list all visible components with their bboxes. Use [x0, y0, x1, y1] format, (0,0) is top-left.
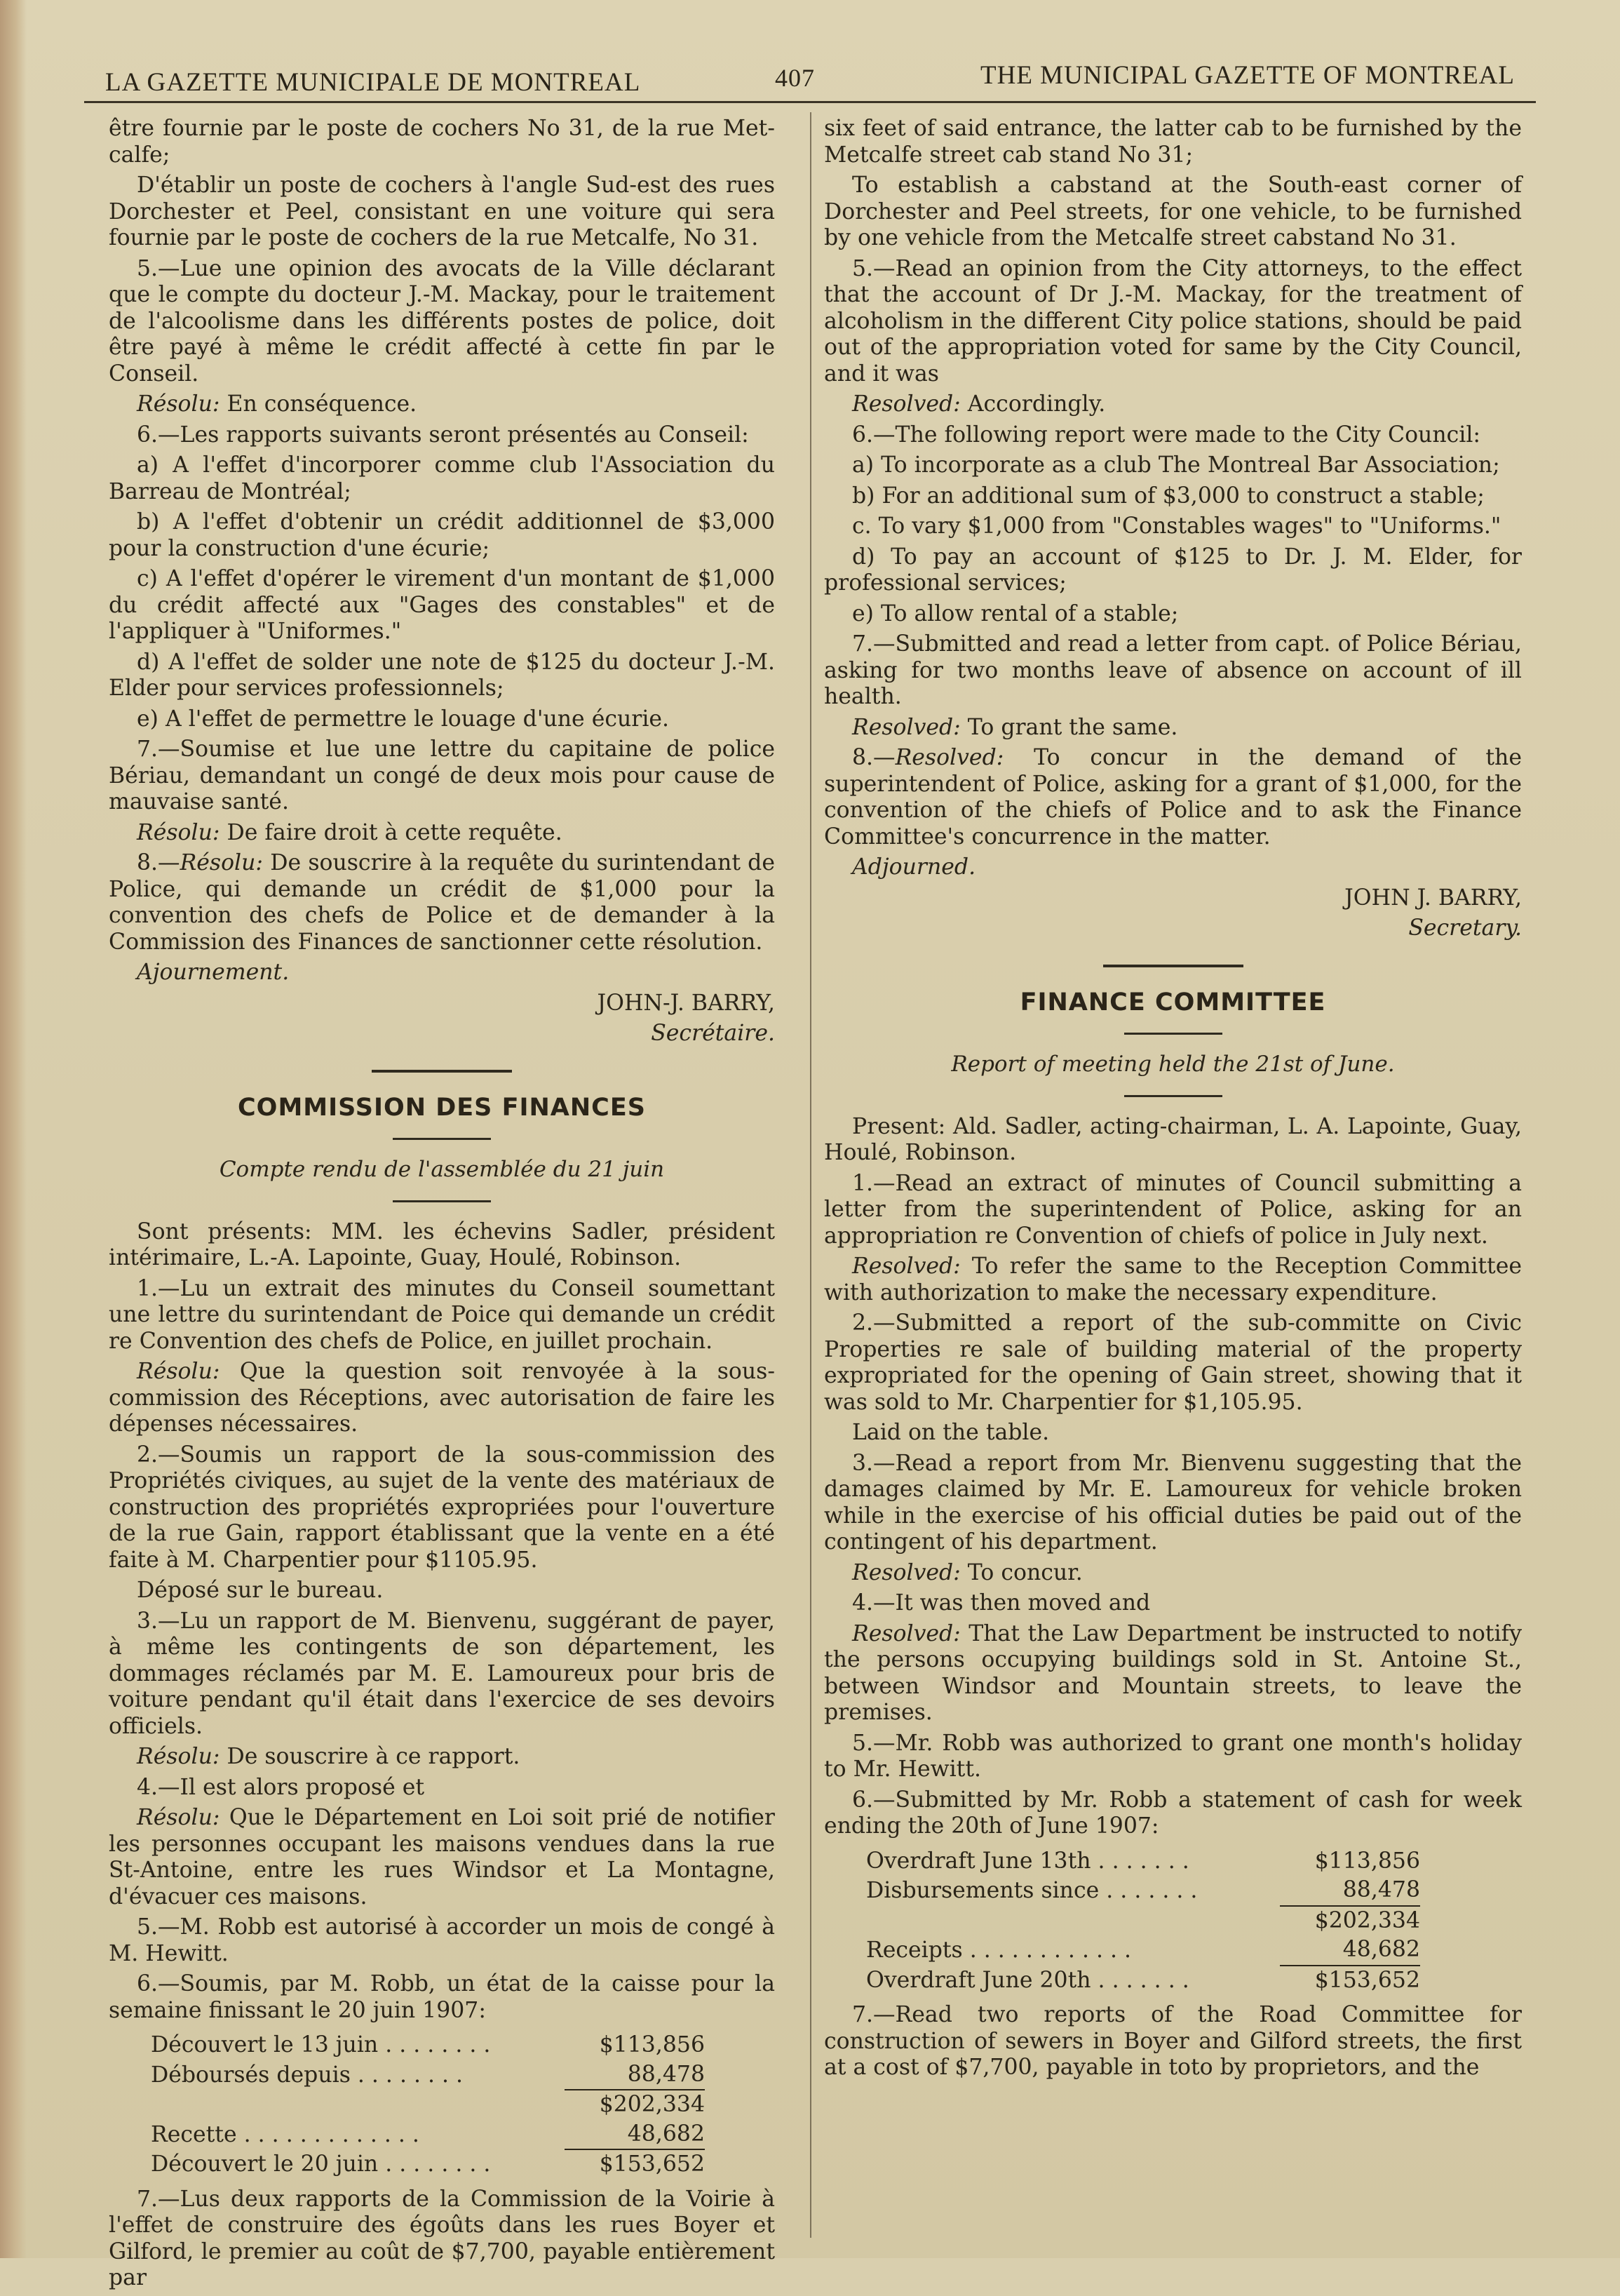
list-item: c. To vary $1,000 from "Constables wages" to "Uniforms." — [852, 513, 1501, 539]
table-row — [866, 1847, 1420, 1877]
resolution-label: Resolved: — [895, 745, 1004, 770]
resolution-text: De souscrire à ce rapport. — [220, 1744, 520, 1769]
table-row — [151, 2120, 705, 2150]
resolution-label: Résolu: — [137, 1359, 220, 1384]
resolution-text: To concur. — [960, 1559, 1083, 1585]
resolution-label: Résolu: — [180, 850, 264, 875]
resolution — [824, 715, 1522, 741]
list-item: e) To allow rental of a stable; — [852, 600, 1179, 626]
resolution — [824, 1560, 1522, 1587]
resolution — [109, 1805, 775, 1910]
paragraph: 4.—It was then moved and — [852, 1590, 1151, 1616]
list-item: a) To incorporate as a club The Montreal Bar Association; — [852, 452, 1500, 478]
section-rule — [1103, 965, 1243, 967]
ledger-amount: $202,334 — [565, 2090, 705, 2120]
paragraph: Déposé sur le bureau. — [137, 1578, 384, 1603]
table-row — [151, 2031, 705, 2060]
paragraph: To establish a cabstand at the South-east corner of Dorchester and Peel streets, for one vehicle, to be furnished by one vehicle from the Metcalfe street cabstand No 31. — [824, 173, 1522, 250]
paragraph: 7.—Soumise et lue une lettre du capitaine de police Bériau, demandant un congé de deux mois pour cause de mauvaise santé. — [109, 737, 775, 814]
ledger-label: Déboursés depuis — [151, 2062, 351, 2088]
resolution — [109, 391, 775, 418]
list-item: e) A l'effet de permettre le louage d'une écurie. — [137, 706, 670, 732]
table-row — [866, 1966, 1420, 1996]
ledger-amount: $113,856 — [599, 2032, 705, 2057]
paragraph: 5.—Lue une opinion des avocats de la Ville déclarant que le compte du docteur J.-M. Mackay, pour le traitement de l'alcoolisme dans les différents postes de police, doit être payé à même le crédit affecté à cette fin par le Conseil. — [109, 255, 775, 387]
resolution-text: En conséquence. — [220, 391, 417, 417]
table-cell — [151, 2060, 565, 2090]
table-cell — [151, 2090, 565, 2120]
resolution — [824, 1254, 1522, 1306]
leader-dots: . . . . . . . . — [378, 2032, 491, 2057]
table-cell — [151, 2031, 565, 2060]
leader-dots: . . . . . . . — [1099, 1878, 1198, 1903]
list-item: c) A l'effet d'opérer le virement d'un montant de $1,000 du crédit affecté aux "Gages des constables" et de l'appliquer à "Uniformes." — [109, 566, 775, 644]
paragraph: 1.—Lu un extrait des minutes du Conseil soumettant une lettre du surintendant de Poice qui demande un crédit re Convention des chefs de Police, en juillet prochain. — [109, 1275, 775, 1354]
ledger-label: Disbursements since — [866, 1878, 1100, 1903]
table-cell — [866, 1935, 1280, 1966]
ledger-amount: $113,856 — [1314, 1848, 1420, 1874]
section-title: FINANCE COMMITTEE — [1020, 988, 1326, 1016]
paragraph: 5.—Read an opinion from the City attorneys, to the effect that the account of Dr J.-M. Mackay, for the treatment of alcoholism in the different City police stations, should be paid out of the appropriation voted for same by the City Council, and it was — [824, 255, 1522, 387]
paragraph: D'établir un poste de cochers à l'angle Sud-est des rues Dorchester et Peel, consistant en une voiture qui sera fournie par le poste de cochers de la rue Metcalfe, No 31. — [109, 173, 775, 250]
header-title-english: THE MUNICIPAL GAZETTE OF MONTREAL — [980, 61, 1515, 90]
leader-dots: . . . . . . . . . . . . — [962, 1938, 1132, 1963]
resolution-label: Resolved: — [852, 714, 961, 740]
signature-name: JOHN J. BARRY, — [1344, 885, 1522, 911]
list-item: d) A l'effet de solder une note de $125 du docteur J.-M. Elder pour services professionnels; — [109, 649, 775, 701]
resolution-text: De faire droit à cette requête. — [220, 819, 562, 845]
table-cell — [866, 1876, 1280, 1906]
resolution-text: To concur in the demand of the superintendent of Police, asking for a grant of $1,000, for the convention of the chiefs of Police and to ask the Finance Committee's concurrence in the matter. — [824, 745, 1522, 850]
resolution-text: Accordingly. — [960, 391, 1106, 417]
paragraph: 6.—Soumis, par M. Robb, un état de la caisse pour la semaine finissant le 20 juin 1907: — [109, 1971, 775, 2023]
resolution — [824, 391, 1522, 418]
table-cell — [151, 2120, 565, 2150]
list-item: b) For an additional sum of $3,000 to construct a stable; — [852, 483, 1485, 509]
paragraph: 6.—Les rapports suivants seront présentés au Conseil: — [137, 422, 749, 448]
table-cell — [866, 1966, 1280, 1996]
page-header — [105, 60, 1515, 102]
resolution-label: Resolved: — [852, 1620, 961, 1646]
table-row — [151, 2060, 705, 2090]
paragraph: six feet of said entrance, the latter cab to be furnished by the Metcalfe street cab stand No 31; — [824, 116, 1522, 168]
column-divider — [810, 112, 811, 2238]
paragraph: Present: Ald. Sadler, acting-chairman, L. A. Lapointe, Guay, Houlé, Robinson. — [824, 1113, 1522, 1165]
ledger-amount: 88,478 — [1342, 1877, 1420, 1902]
ledger-amount: $153,652 — [565, 2149, 705, 2180]
header-title-french: LA GAZETTE MUNICIPALE DE MONTREAL — [105, 68, 641, 97]
resolution — [109, 1359, 775, 1438]
ledger-label: Recette — [151, 2121, 237, 2147]
leader-dots: . . . . . . . — [1091, 1967, 1189, 1993]
resolution-label: Résolu: — [137, 819, 220, 845]
section-rule — [1124, 1095, 1222, 1097]
section-rule — [1124, 1033, 1222, 1035]
signature-role: Secretary. — [1408, 915, 1522, 941]
cash-statement — [866, 1847, 1420, 1996]
paragraph: 2.—Soumis un rapport de la sous-commission des Propriétés civiques, au sujet de la vente des matériaux de construction des propriétés expropriées pour l'ouverture de la rue Gain, rapport établissant que la vente en a été faite à M. Charpentier pour $1105.95. — [109, 1442, 775, 1573]
leader-dots: . . . . . . . . — [378, 2151, 491, 2177]
list-item: b) A l'effet d'obtenir un crédit additionnel de $3,000 pour la construction d'une écurie; — [109, 509, 775, 561]
table-cell — [151, 2149, 565, 2180]
paragraph: 6.—The following report were made to the City Council: — [852, 422, 1481, 448]
signature-name: JOHN-J. BARRY, — [597, 990, 775, 1016]
ledger-amount: 48,682 — [1342, 1937, 1420, 1962]
paragraph: 7.—Lus deux rapports de la Commission de la Voirie à l'effet de construire des égoûts dans les rues Boyer et Gilford, le premier au coût de $7,700, payable entièrement par — [109, 2186, 775, 2290]
resolution — [824, 745, 1522, 850]
signature-role: Secrétaire. — [651, 1021, 775, 1046]
paragraph: 6.—Submitted by Mr. Robb a statement of cash for week ending the 20th of June 1907: — [824, 1787, 1522, 1839]
item-number: 8.— — [852, 745, 896, 770]
section-subtitle: Report of meeting held the 21st of June. — [951, 1052, 1395, 1077]
paragraph: être fournie par le poste de cochers No 31, de la rue Met-calfe; — [109, 116, 775, 168]
section-rule — [393, 1200, 491, 1202]
paragraph: 3.—Read a report from Mr. Bienvenu suggesting that the damages claimed by Mr. E. Lamoureux for vehicle broken while in the exercise of his official duties be paid out of the contingent of his department. — [824, 1450, 1522, 1555]
resolution-label: Resolved: — [852, 391, 961, 417]
list-item: a) A l'effet d'incorporer comme club l'Association du Barreau de Montréal; — [109, 452, 775, 504]
ledger-label: Overdraft June 20th — [866, 1967, 1091, 1993]
paragraph: 5.—M. Robb est autorisé à accorder un mois de congé à M. Hewitt. — [109, 1914, 775, 1966]
table-row — [866, 1906, 1420, 1936]
page-number: 407 — [775, 64, 815, 92]
ledger-amount: $153,652 — [1280, 1966, 1420, 1996]
leader-dots: . . . . . . . — [1091, 1848, 1189, 1874]
resolution-text: That the Law Department be instructed to notify the persons occupying buildings sold in St. Antoine St., between Windsor and Mountain streets, to leave the premises. — [824, 1620, 1522, 1725]
adjournment: Adjourned. — [852, 854, 976, 880]
paragraph: Laid on the table. — [852, 1420, 1050, 1445]
resolution — [109, 1744, 775, 1771]
cash-statement — [151, 2031, 705, 2180]
ledger-label: Découvert le 20 juin — [151, 2151, 379, 2177]
resolution-text: Que la question soit renvoyée à la sous-commission des Réceptions, avec autorisation de faire les dépenses nécessaires. — [109, 1359, 775, 1437]
resolution-label: Résolu: — [137, 1805, 220, 1830]
section-subtitle: Compte rendu de l'assemblée du 21 juin — [219, 1157, 665, 1182]
paragraph: 1.—Read an extract of minutes of Council submitting a letter from the superintendent of Police, asking for an appropriation re Convention of chiefs of police in July next. — [824, 1170, 1522, 1249]
resolution — [824, 1621, 1522, 1726]
table-cell — [866, 1906, 1280, 1936]
table-row — [151, 2090, 705, 2120]
resolution-text: To grant the same. — [960, 714, 1178, 740]
table-row — [866, 1876, 1420, 1906]
table-cell — [866, 1847, 1280, 1877]
paragraph: 7.—Submitted and read a letter from capt. of Police Bériau, asking for two months leave of absence on account of ill health. — [824, 631, 1522, 709]
table-row — [151, 2149, 705, 2180]
resolution-label: Resolved: — [852, 1559, 961, 1585]
resolution — [109, 820, 775, 847]
section-rule — [372, 1070, 512, 1073]
resolution-label: Résolu: — [137, 1744, 220, 1769]
leader-dots: . . . . . . . . — [350, 2062, 464, 2088]
header-rule — [84, 101, 1536, 103]
ledger-amount: $202,334 — [1280, 1906, 1420, 1936]
item-number: 8.— — [137, 850, 180, 875]
ledger-label: Receipts — [866, 1938, 963, 1963]
paragraph: 3.—Lu un rapport de M. Bienvenu, suggérant de payer, à même les contingents de son département, les dommages réclamés par M. E. Lamoureux pour bris de voiture pendant qu'il était dans l'exercice de ses devoirs officiels. — [109, 1608, 775, 1739]
french-column — [109, 116, 775, 2296]
resolution-text: Que le Département en Loi soit prié de notifier les personnes occupant les maisons vendues dans la rue St-Antoine, entre les rues Windsor et La Montagne, d'évacuer ces maisons. — [109, 1805, 775, 1909]
ledger-label: Découvert le 13 juin — [151, 2032, 379, 2057]
section-title: COMMISSION DES FINANCES — [238, 1093, 646, 1122]
adjournment: Ajournement. — [137, 960, 290, 985]
ledger-label: Overdraft June 13th — [866, 1848, 1091, 1874]
paragraph: Sont présents: MM. les échevins Sadler, président intérimaire, L.-A. Lapointe, Guay, Houlé, Robinson. — [109, 1219, 775, 1270]
table-row — [866, 1935, 1420, 1966]
ledger-amount: 88,478 — [627, 2061, 705, 2087]
paragraph: 7.—Read two reports of the Road Committee for construction of sewers in Boyer and Gilford streets, the first at a cost of $7,700, payable in toto by proprietors, and the — [824, 2002, 1522, 2080]
resolution-text: De souscrire à la requête du surintendant de Police, qui demande un crédit de $1,000 pour la convention des chefs de Police et de demander à la Commission des Finances de sanctionner cette résolution. — [109, 850, 775, 955]
paragraph: 5.—Mr. Robb was authorized to grant one month's holiday to Mr. Hewitt. — [824, 1730, 1522, 1782]
paragraph: 2.—Submitted a report of the sub-committe on Civic Properties re sale of building material of the property expropriated for the opening of Gain street, showing that it was sold to Mr. Charpentier for $1,105.95. — [824, 1310, 1522, 1415]
resolution-text: To refer the same to the Reception Committee with authorization to make the necessary expenditure. — [824, 1254, 1522, 1305]
english-column — [824, 116, 1522, 2086]
resolution-label: Resolved: — [852, 1254, 961, 1279]
resolution-label: Résolu: — [137, 391, 220, 417]
paragraph: 4.—Il est alors proposé et — [137, 1774, 425, 1800]
ledger-amount: 48,682 — [627, 2121, 705, 2147]
leader-dots: . . . . . . . . . . . . . — [236, 2121, 419, 2147]
resolution — [109, 850, 775, 955]
section-rule — [393, 1138, 491, 1140]
list-item: d) To pay an account of $125 to Dr. J. M. Elder, for professional services; — [824, 544, 1522, 596]
